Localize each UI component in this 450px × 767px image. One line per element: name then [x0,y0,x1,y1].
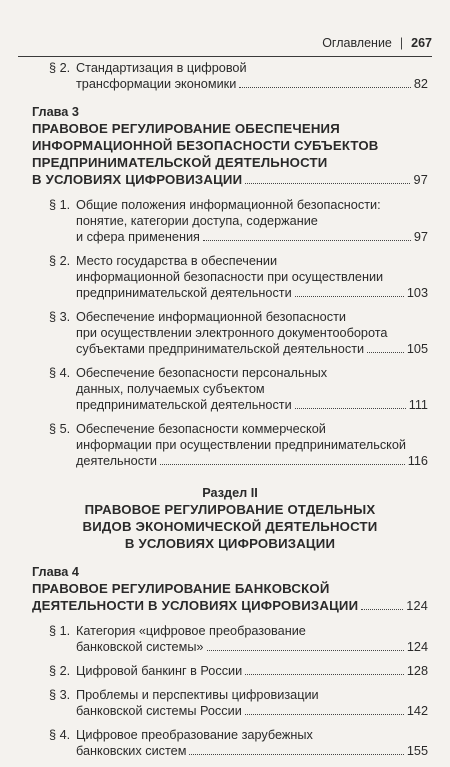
entry-line: банковских систем [76,744,187,758]
section-number: § 1. [49,624,71,638]
entry-line: банковской системы России [76,704,242,718]
toc-entry [32,365,428,413]
toc-entry [32,663,428,679]
entry-line: предпринимательской деятельности [76,398,292,412]
entry-line: понятие, категории доступа, содержание [76,214,318,228]
entry-last-line [76,663,428,679]
entry-line: Стандартизация в цифровой [76,61,247,75]
entry-text [76,727,428,759]
chapter-title-line: В УСЛОВИЯХ ЦИФРОВИЗАЦИИ [32,172,243,187]
entry-line: Цифровой банкинг в России [76,664,243,678]
dot-leader [160,464,405,465]
entry-text [76,421,428,469]
entry-last-line [76,743,428,759]
section-number: § 4. [49,728,71,742]
entry-line: предпринимательской деятельности [76,286,292,300]
section-number: § 1. [49,198,71,212]
section-title-line: В УСЛОВИЯХ ЦИФРОВИЗАЦИИ [124,536,336,551]
header-separator: | [399,36,404,50]
entry-line: трансформации экономики [76,77,237,91]
entry-line: деятельности [76,454,157,468]
dot-leader [245,714,404,715]
toc-entry [32,197,428,245]
chapter-title-last-line [32,171,428,189]
entry-line: субъектами предпринимательской деятельности [76,342,365,356]
toc-entry [32,687,428,719]
section-number: § 3. [49,688,71,702]
entry-text [76,60,428,92]
toc-entry [32,421,428,469]
section-number: § 2. [49,254,71,268]
chapter-title-line: ПРАВОВОЕ РЕГУЛИРОВАНИЕ БАНКОВСКОЙ [32,581,330,596]
entry-page-number: 82 [413,77,428,91]
toc-entry [32,727,428,759]
toc-entry [32,623,428,655]
dot-leader [295,296,404,297]
section-number: § 4. [49,366,71,380]
entry-page-number: 124 [406,640,428,654]
section-title-line: ПРАВОВОЕ РЕГУЛИРОВАНИЕ ОТДЕЛЬНЫХ [84,502,376,517]
chapter-title-last-line [32,597,428,615]
entry-page-number: 128 [406,664,428,678]
chapter-page-number: 124 [406,599,428,613]
entry-line: информационной безопасности при осуществлении [76,270,384,284]
section-label: Раздел II [202,486,258,500]
chapter-title-line: ДЕЯТЕЛЬНОСТИ В УСЛОВИЯХ ЦИФРОВИЗАЦИИ [32,598,359,613]
table-of-contents [32,60,428,767]
chapter-title [32,580,428,615]
entry-line: банковской системы» [76,640,204,654]
entry-line: Проблемы и перспективы цифровизации [76,688,319,702]
running-header [18,28,432,57]
entry-text [76,663,428,679]
chapter-title-line: ПРЕДПРИНИМАТЕЛЬСКОЙ ДЕЯТЕЛЬНОСТИ [32,155,328,170]
entry-line: Обеспечение безопасности коммерческой [76,422,326,436]
entry-text [76,309,428,357]
dot-leader [245,183,410,184]
entry-last-line [76,453,428,469]
section-heading [32,485,428,552]
entry-last-line [76,639,428,655]
entry-last-line [76,285,428,301]
entry-page-number: 142 [406,704,428,718]
dot-leader [361,609,403,610]
entry-last-line [76,341,428,357]
entry-line: и сфера применения [76,230,200,244]
entry-last-line [76,703,428,719]
dot-leader [203,240,411,241]
toc-entry [32,60,428,92]
chapter-page-number: 97 [413,173,428,187]
entry-text [76,687,428,719]
entry-text [76,623,428,655]
entry-text [76,365,428,413]
entry-page-number: 97 [413,230,428,244]
section-number: § 5. [49,422,71,436]
toc-entry [32,253,428,301]
entry-last-line [76,397,428,413]
chapter-label: Глава 3 [32,105,79,119]
section-number: § 2. [49,61,71,75]
entry-line: Место государства в обеспечении [76,254,278,268]
section-number: § 2. [49,664,71,678]
dot-leader [239,87,411,88]
toc-entry [32,309,428,357]
dot-leader [295,408,406,409]
page-number: 267 [411,36,432,50]
entry-page-number: 116 [407,454,428,468]
dot-leader [207,650,404,651]
section-number: § 3. [49,310,71,324]
dot-leader [189,754,403,755]
dot-leader [367,352,404,353]
entry-page-number: 155 [406,744,428,758]
entry-line: Категория «цифровое преобразование [76,624,306,638]
entry-page-number: 103 [406,286,428,300]
header-title: Оглавление [322,36,392,50]
entry-line: Обеспечение информационной безопасности [76,310,346,324]
section-title-line: ВИДОВ ЭКОНОМИЧЕСКОЙ ДЕЯТЕЛЬНОСТИ [82,519,378,534]
chapter-title-line: ИНФОРМАЦИОННОЙ БЕЗОПАСНОСТИ СУБЪЕКТОВ [32,138,379,153]
dot-leader [245,674,404,675]
entry-line: данных, получаемых субъектом [76,382,265,396]
entry-text [76,253,428,301]
entry-page-number: 105 [406,342,428,356]
entry-line: Обеспечение безопасности персональных [76,366,328,380]
entry-page-number: 111 [408,398,428,412]
chapter-title [32,120,428,189]
chapter-title-line: ПРАВОВОЕ РЕГУЛИРОВАНИЕ ОБЕСПЕЧЕНИЯ [32,121,340,136]
entry-line: Общие положения информационной безопасности: [76,198,381,212]
entry-line: информации при осуществлении предпринимательской [76,438,407,452]
entry-last-line [76,229,428,245]
entry-line: Цифровое преобразование зарубежных [76,728,313,742]
entry-line: при осуществлении электронного документооборота [76,326,388,340]
entry-text [76,197,428,245]
chapter-label: Глава 4 [32,565,79,579]
entry-last-line [76,76,428,92]
